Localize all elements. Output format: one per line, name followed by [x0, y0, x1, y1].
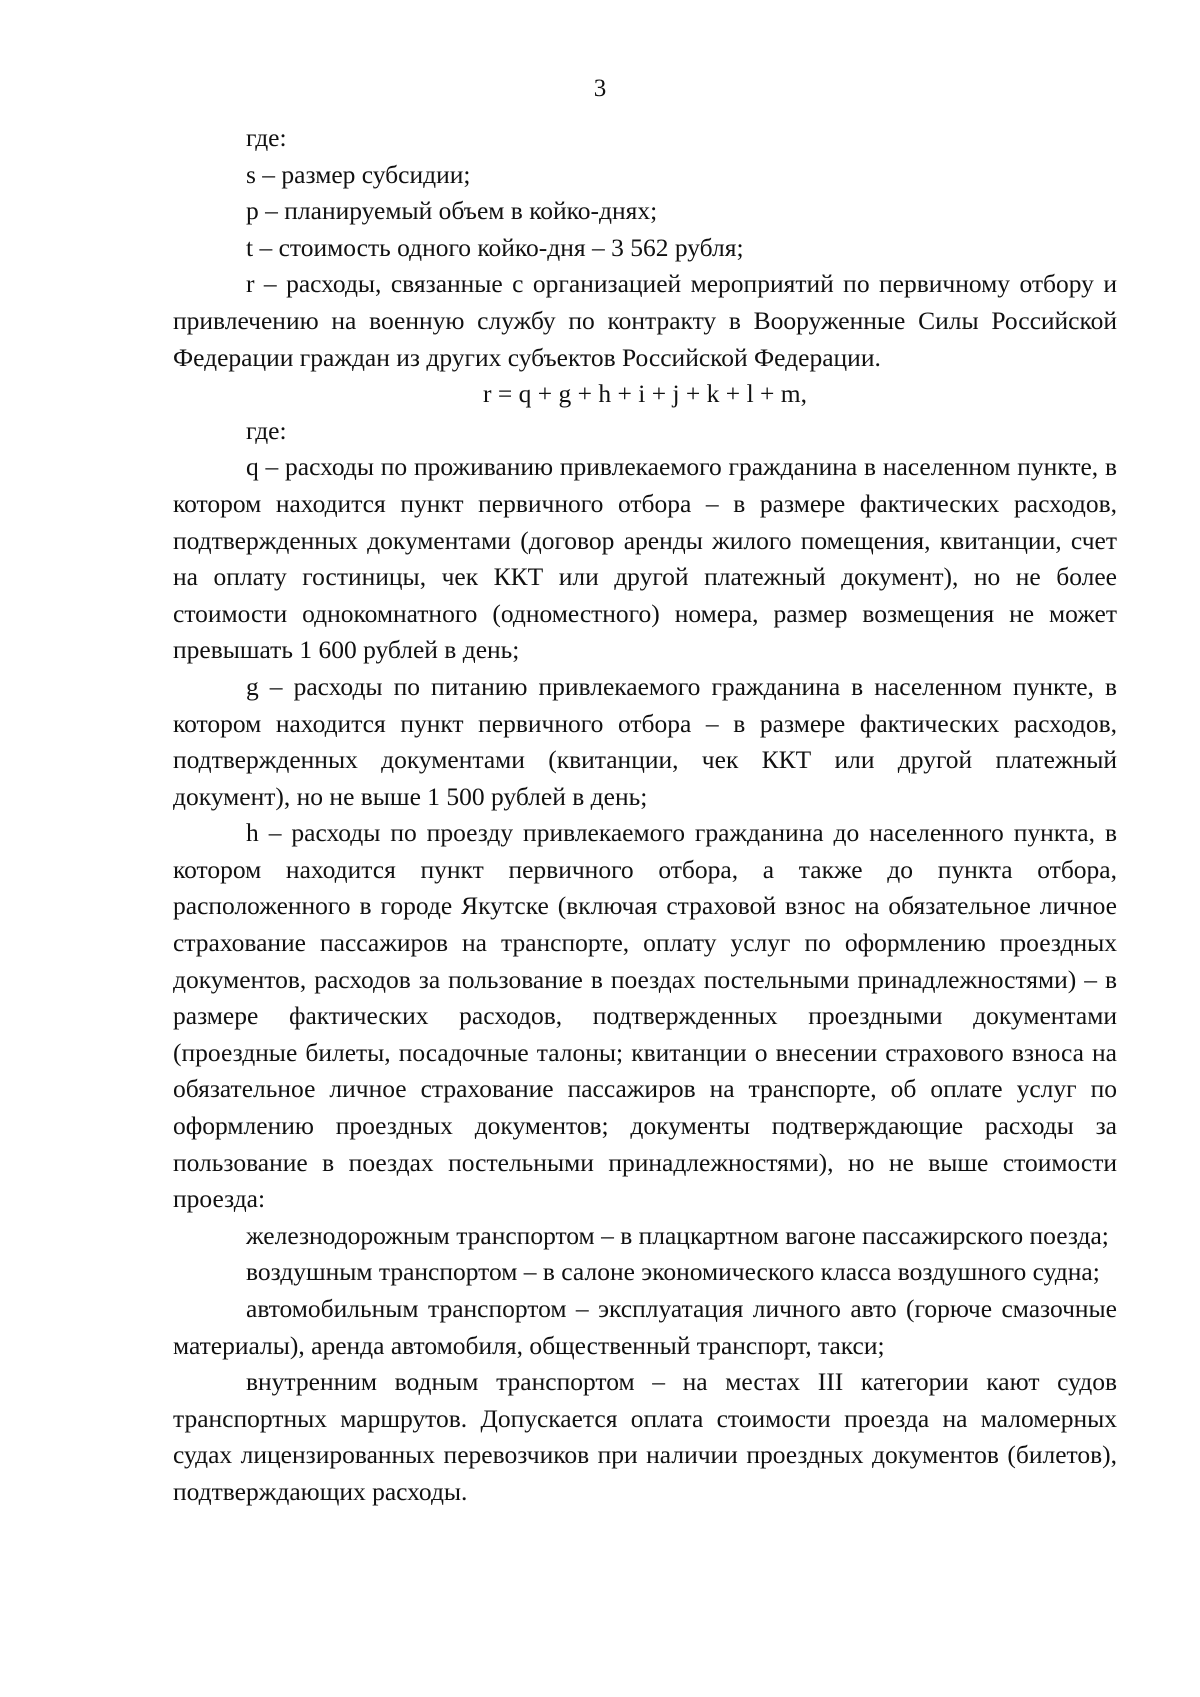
paragraph-water-transport: внутренним водным транспортом – на местах III категории кают судов транспортных маршрутов. Допускается оплата стоимости проезда на маломерных судах лицензированных перевозчиков при наличии проездных документов (билетов), подтверждающих расходы.	[173, 1367, 1117, 1506]
paragraph-definition-r: r – расходы, связанные с организацией мероприятий по первичному отбору и привлечению на военную службу по контракту в Вооруженные Силы Российской Федерации граждан из других субъектов Российской Федерации.	[173, 269, 1117, 372]
formula-r: r = q + g + h + i + j + k + l + m,	[482, 379, 807, 409]
paragraph-where: где:	[246, 123, 287, 152]
paragraph-definition-q: q – расходы по проживанию привлекаемого гражданина в населенном пункте, в котором находится пункт первичного отбора – в размере фактических расходов, подтвержденных документами (договор аренды жилого помещения, квитанции, счет на оплату гостиницы, чек ККТ или другой платежный документ), но не более стоимости однокомнатного (одноместного) номера, размер возмещения не может превышать 1 600 рублей в день;	[173, 452, 1117, 665]
paragraph-definition-g: g – расходы по питанию привлекаемого гражданина в населенном пункте, в котором находится пункт первичного отбора – в размере фактических расходов, подтвержденных документами (квитанции, чек ККТ или другой платежный документ), но не выше 1 500 рублей в день;	[173, 671, 1117, 811]
paragraph-auto-transport: автомобильным транспортом – эксплуатация личного авто (горюче смазочные материалы), аренда автомобиля, общественный транспорт, такси;	[173, 1294, 1117, 1360]
document-body	[173, 120, 1117, 1511]
paragraph-air-transport: воздушным транспортом – в салоне экономического класса воздушного судна;	[246, 1257, 1100, 1287]
paragraph-definition-s: s – размер субсидии;	[246, 159, 471, 189]
paragraph-where-2: где:	[246, 415, 287, 445]
paragraph-definition-t: t – стоимость одного койко-дня – 3 562 рубля;	[246, 232, 744, 262]
paragraph-definition-h: h – расходы по проезду привлекаемого гражданина до населенного пункта, в котором находится пункт первичного отбора, а также до пункта отбора, расположенного в городе Якутске (включая страховой взнос на обязательное личное страхование пассажиров на транспорте, оплату услуг по оформлению проездных документов, расходов за пользование в поездах постельными принадлежностями) – в размере фактических расходов, подтвержденных проездными документами (проездные билеты, посадочные талоны; квитанции о внесении страхового взноса на обязательное личное страхование пассажиров на транспорте, об оплате услуг по оформлению проездных документов; документы подтверждающие расходы за пользование в поездах постельными принадлежностями), но не выше стоимости проезда:	[173, 818, 1117, 1214]
paragraph-definition-p: p – планируемый объем в койко-днях;	[246, 196, 658, 226]
page-number: 3	[593, 75, 607, 102]
paragraph-rail-transport: железнодорожным транспортом – в плацкартном вагоне пассажирского поезда;	[246, 1220, 1109, 1250]
